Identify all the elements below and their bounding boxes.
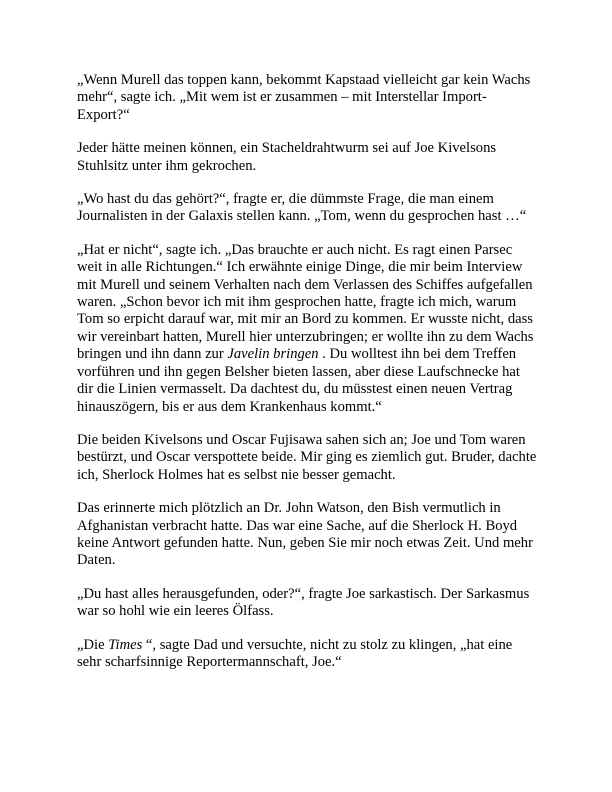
- paragraph: [77, 242, 539, 416]
- paragraph: Die beiden Kivelsons und Oscar Fujisawa sahen sich an; Joe und Tom waren bestürzt, und Oscar verspottete beide. Mir ging es ziemlich gut. Bruder, dachte ich, Sherlock Holmes hat es selbst nie besser gemacht.: [77, 431, 537, 483]
- paragraph: Das erinnerte mich plötzlich an Dr. John Watson, den Bish vermutlich in Afghanistan verbracht hatte. Das war eine Sache, auf die Sherlock H. Boyd keine Antwort gefunden hatte. Nun, geben Sie mir noch etwas Zeit. Und mehr Daten.: [77, 500, 533, 569]
- italic-title: Times: [108, 636, 143, 653]
- paragraph-text: . Du wolltest ihn bei dem Treffen vorführen und ihn gegen Belsher bieten lassen, aber diese Laufschnecke hat dir die Linien vermasselt. Da dachtest du, du müsstest einen neuen Vertrag hinauszögern, bis er aus dem Krankenhaus kommt.“: [77, 346, 520, 415]
- paragraph: Jeder hätte meinen können, ein Stacheldrahtwurm sei auf Joe Kivelsons Stuhlsitz unter ihm gekrochen.: [77, 140, 497, 174]
- paragraph-text: “, sagte Dad und versuchte, nicht zu stolz zu klingen, „hat eine sehr scharfsinnige Reportermannschaft, Joe.“: [77, 636, 513, 670]
- document-page: [77, 72, 539, 687]
- paragraph: [77, 637, 539, 672]
- paragraph-text: „Die: [77, 636, 109, 653]
- paragraph: „Du hast alles herausgefunden, oder?“, fragte Joe sarkastisch. Der Sarkasmus war so hohl wie ein leeres Ölfass.: [77, 585, 530, 620]
- paragraph: „Wenn Murell das toppen kann, bekommt Kapstaad vielleicht gar kein Wachs mehr“, sagte ich. „Mit wem ist er zusammen – mit Interstellar Import-Export?“: [77, 72, 531, 123]
- paragraph: „Wo hast du das gehört?“, fragte er, die dümmste Frage, die man einem Journalisten in der Galaxis stellen kann. „Tom, wenn du gesprochen hast …“: [77, 191, 527, 225]
- italic-title: Javelin bringen: [227, 346, 319, 363]
- paragraph-text: „Hat er nicht“, sagte ich. „Das brauchte er auch nicht. Es ragt einen Parsec weit in alle Richtungen.“ Ich erwähnte einige Dinge, die mir beim Interview mit Murell und seinem Verhalten nach dem Verlassen des Schiffes aufgefallen waren. „Schon bevor ich mit ihm gesprochen hatte, fragte ich mich, warum Tom so erpicht darauf war, mit mir an Bord zu kommen. Er wusste nicht, dass wir vereinbart hatten, Murell hier unterzubringen; er wollte ihn zu dem Wachs bringen und ihn dann zur: [77, 241, 534, 363]
